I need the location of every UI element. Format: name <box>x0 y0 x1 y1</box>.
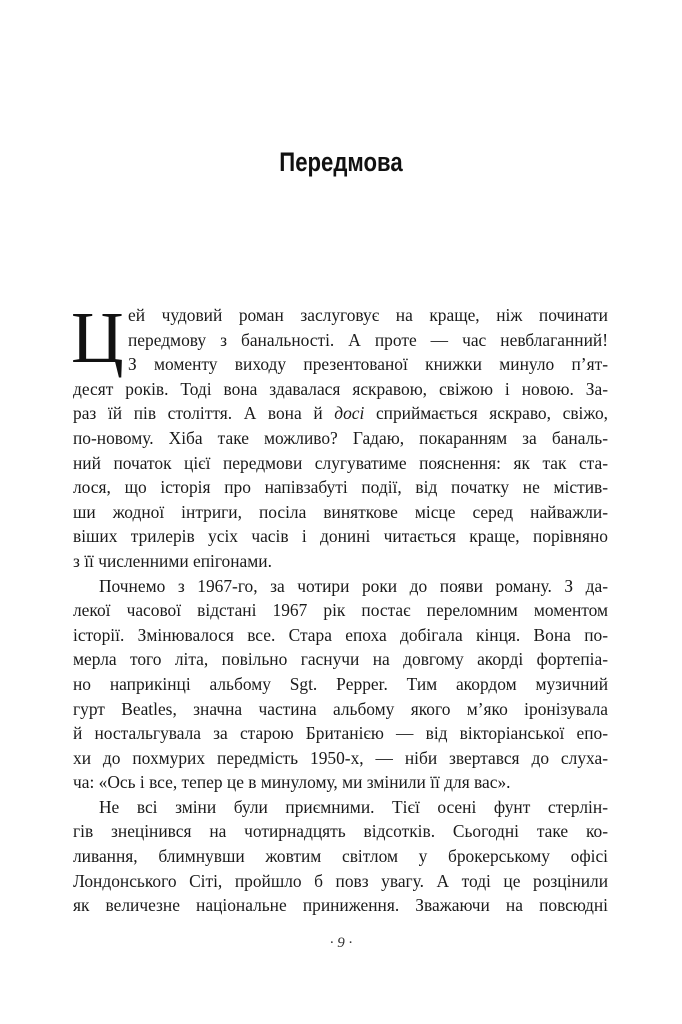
text-line: десят років. Тоді вона здавалася яскравою, свіжою і новою. За- <box>73 378 608 399</box>
chapter-title: Передмова <box>279 147 403 177</box>
text-line: но наприкінці альбому Sgt. Pepper. Тим акордом музичний <box>73 673 608 694</box>
text-line: з її численними епігонами. <box>73 550 272 571</box>
text-line: ливання, блимнувши жовтим світлом у брокерському офісі <box>73 846 608 867</box>
text-line: мерла того літа, повільно гаснучи на довгому акорді фортепіа- <box>73 649 608 670</box>
text-line: й ностальгувала за старою Британією — від вікторіанської епо- <box>73 723 608 744</box>
paragraph-3 <box>73 795 608 918</box>
text-line: раз їй пів століття. А вона й досі сприймається яскраво, свіжо, <box>73 403 608 424</box>
text-line: ей чудовий роман заслуговує на краще, ніж починати <box>128 305 608 325</box>
text-line: ний початок цієї передмови слугуватиме пояснення: як так ста- <box>73 452 608 473</box>
text-line: історії. Змінювалося все. Стара епоха добігала кінця. Вона по- <box>73 624 608 645</box>
text-line: гів знецінився на чотирнадцять відсотків. Сьогодні таке ко- <box>73 821 608 842</box>
text-line: лося, що історія про напівзабуті події, від початку не містив- <box>73 477 608 498</box>
text-line: по-новому. Хіба таке можливо? Гадаю, покаранням за баналь- <box>73 427 608 448</box>
text-line: ча: «Ось і все, тепер це в минулому, ми змінили її для вас». <box>73 772 511 793</box>
body-text <box>71 297 608 918</box>
text-line: передмову з банальності. А проте — час невблаганний! <box>128 329 608 350</box>
paragraph-1 <box>71 297 608 574</box>
drop-cap: Ц <box>71 297 124 378</box>
text-line: гурт Beatles, значна частина альбому якого м’яко іронізувала <box>73 698 608 719</box>
text-line: лекої часової відстані 1967 рік постає переломним моментом <box>73 600 608 621</box>
text-line: як величезне національне приниження. Зважаючи на повсюдні <box>73 895 608 916</box>
paragraph-2 <box>73 574 608 795</box>
text-line: хи до похмурих передмість 1950-х, — ніби звертався до слуха- <box>73 747 608 768</box>
text-line: Лондонського Сіті, пройшло б повз увагу. А тоді це розцінили <box>73 870 608 891</box>
text-line: З моменту виходу презентованої книжки минуло п’ят- <box>128 354 608 375</box>
page-number: · 9 · <box>329 935 353 951</box>
text-line: Почнемо з 1967-го, за чотири роки до появи роману. З да- <box>99 575 608 596</box>
text-line: віших трилерів усіх часів і донині читається краще, порівняно <box>73 526 608 547</box>
text-line: ши жодної інтриги, посіла виняткове місце серед найважли- <box>73 501 608 522</box>
text-line: Не всі зміни були приємними. Тієї осені фунт стерлін- <box>99 796 608 817</box>
